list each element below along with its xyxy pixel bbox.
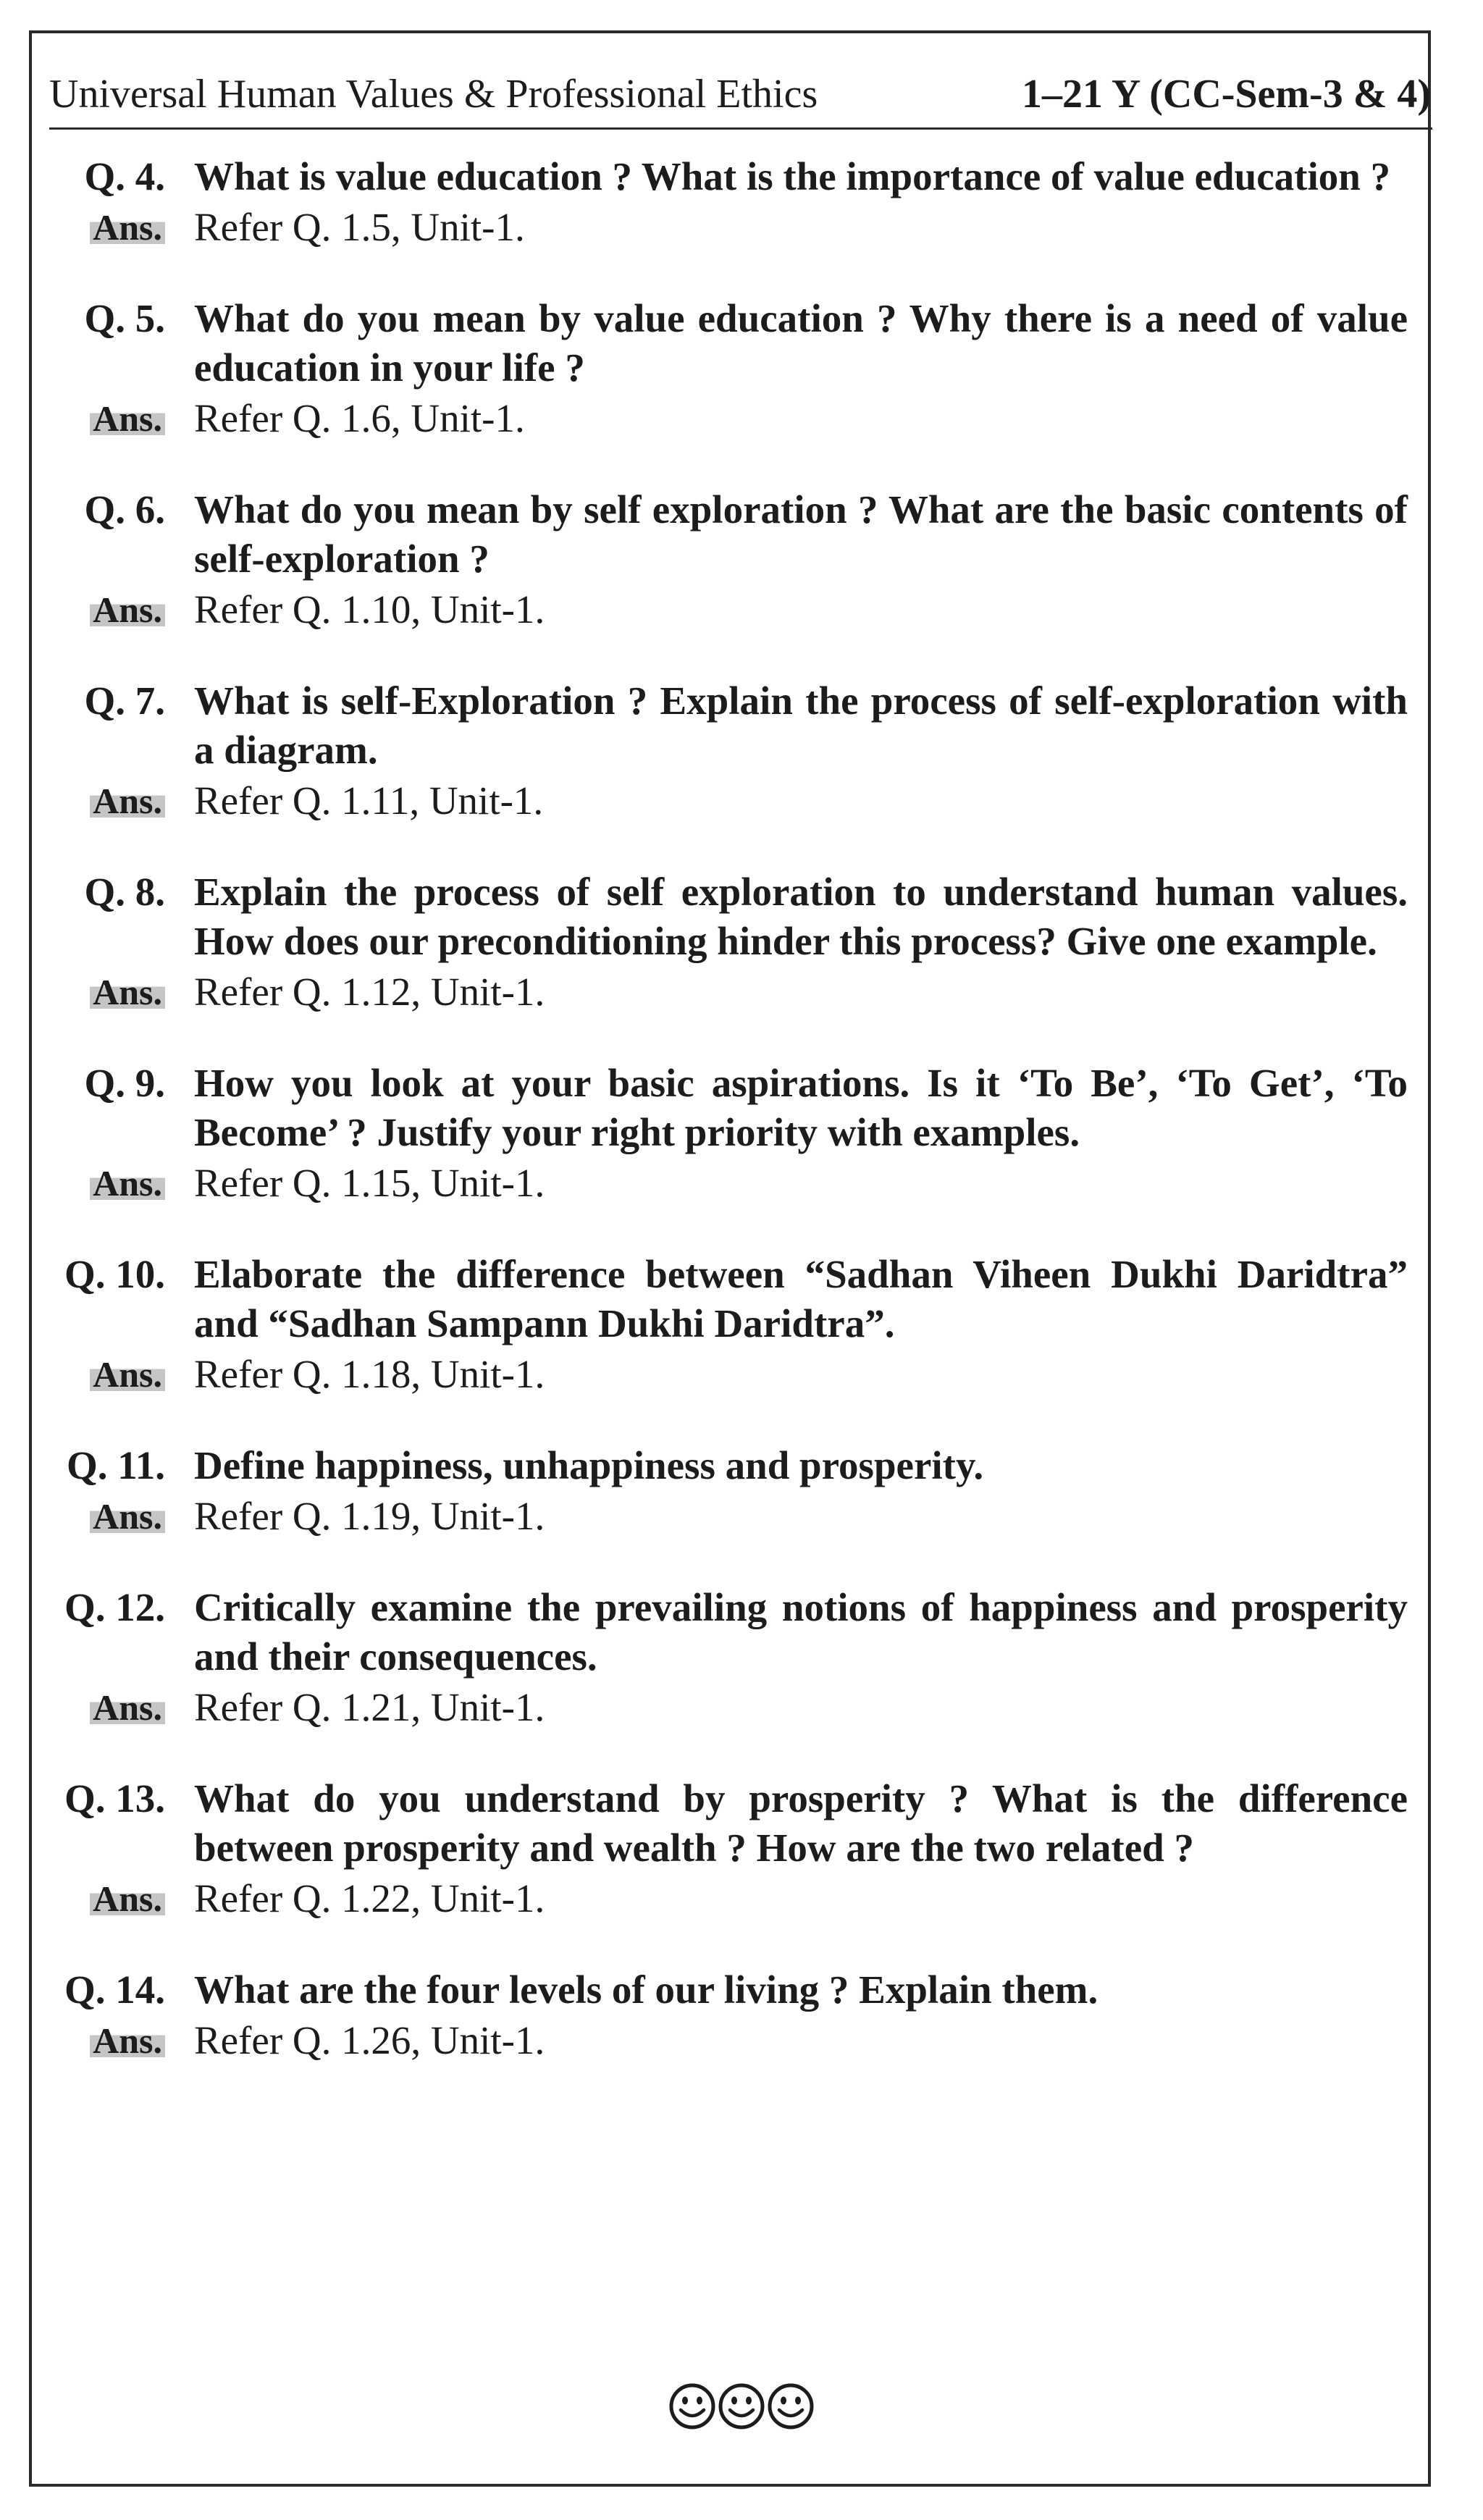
answer-reference: Refer Q. 1.15, Unit-1.: [194, 1161, 545, 1205]
question-text: What do you mean by self exploration ? What are the basic contents of self-exploration ?: [194, 487, 1408, 581]
question-text: Explain the process of self exploration to understand human values. How does our preconditioning hinder this process? Give one example.: [194, 870, 1408, 963]
question-text: Critically examine the prevailing notions of happiness and prosperity and their consequences.: [194, 1585, 1408, 1679]
question-number: Q. 6.: [84, 487, 165, 532]
question-number: Q. 7.: [84, 679, 165, 723]
question-list: [0, 152, 1483, 2107]
question-text: What do you understand by prosperity ? What is the difference between prosperity and wealth ? How are the two related ?: [194, 1776, 1408, 1870]
question-item: [0, 1441, 1483, 1540]
answer-label: Ans.: [90, 2017, 165, 2064]
question-item: [0, 294, 1483, 442]
question-number: Q. 11.: [67, 1443, 165, 1487]
running-header: [49, 62, 1431, 117]
answer-reference: Refer Q. 1.26, Unit-1.: [194, 2018, 545, 2062]
smiley-face-icon: [767, 2382, 815, 2430]
question-number: Q. 9.: [84, 1061, 165, 1105]
header-divider: [49, 127, 1432, 130]
answer-label: Ans.: [90, 1493, 165, 1540]
question-text: What is value education ? What is the importance of value education ?: [194, 154, 1391, 198]
page-reference: 1–21 Y (CC-Sem-3 & 4): [1021, 72, 1431, 117]
question-text: Define happiness, unhappiness and prosperity.: [194, 1443, 984, 1487]
question-text: What do you mean by value education ? Why there is a need of value education in your life ?: [194, 296, 1408, 390]
question-text: How you look at your basic aspirations. Is it ‘To Be’, ‘To Get’, ‘To Become’ ? Justify your right priority with examples.: [194, 1061, 1408, 1154]
question-item: [0, 676, 1483, 824]
question-item: [0, 1583, 1483, 1731]
question-number: Q. 4.: [84, 154, 165, 198]
answer-label: Ans.: [90, 778, 165, 824]
question-number: Q. 12.: [64, 1585, 165, 1629]
question-number: Q. 5.: [84, 296, 165, 340]
answer-reference: Refer Q. 1.18, Unit-1.: [194, 1352, 545, 1396]
answer-label: Ans.: [90, 1876, 165, 1922]
answer-label: Ans.: [90, 1351, 165, 1398]
end-ornament: [0, 2382, 1483, 2430]
answer-reference: Refer Q. 1.5, Unit-1.: [194, 205, 525, 249]
answer-reference: Refer Q. 1.12, Unit-1.: [194, 970, 545, 1014]
answer-reference: Refer Q. 1.21, Unit-1.: [194, 1685, 545, 1729]
answer-label: Ans.: [90, 1160, 165, 1206]
question-item: [0, 485, 1483, 633]
answer-reference: Refer Q. 1.10, Unit-1.: [194, 587, 545, 631]
question-item: [0, 1965, 1483, 2064]
answer-label: Ans.: [90, 204, 165, 251]
question-number: Q. 14.: [64, 1967, 165, 2012]
question-text: What is self-Exploration ? Explain the process of self-exploration with a diagram.: [194, 679, 1408, 772]
book-title: Universal Human Values & Professional Ethics: [49, 72, 818, 117]
question-item: [0, 152, 1483, 251]
answer-label: Ans.: [90, 395, 165, 442]
answer-label: Ans.: [90, 1684, 165, 1731]
question-item: [0, 1059, 1483, 1206]
answer-reference: Refer Q. 1.19, Unit-1.: [194, 1494, 545, 1538]
answer-reference: Refer Q. 1.6, Unit-1.: [194, 396, 525, 440]
question-text: Elaborate the difference between “Sadhan Viheen Dukhi Daridtra” and “Sadhan Sampann Dukhi Daridtra”.: [194, 1252, 1408, 1345]
question-item: [0, 1774, 1483, 1922]
answer-reference: Refer Q. 1.11, Unit-1.: [194, 778, 544, 823]
question-number: Q. 13.: [64, 1776, 165, 1820]
answer-label: Ans.: [90, 969, 165, 1015]
answer-label: Ans.: [90, 587, 165, 633]
question-item: [0, 868, 1483, 1015]
smiley-face-icon: [718, 2382, 765, 2430]
smiley-face-icon: [668, 2382, 716, 2430]
question-number: Q. 8.: [84, 870, 165, 914]
question-number: Q. 10.: [64, 1252, 165, 1296]
answer-reference: Refer Q. 1.22, Unit-1.: [194, 1876, 545, 1920]
question-item: [0, 1250, 1483, 1398]
question-text: What are the four levels of our living ? Explain them.: [194, 1967, 1098, 2012]
